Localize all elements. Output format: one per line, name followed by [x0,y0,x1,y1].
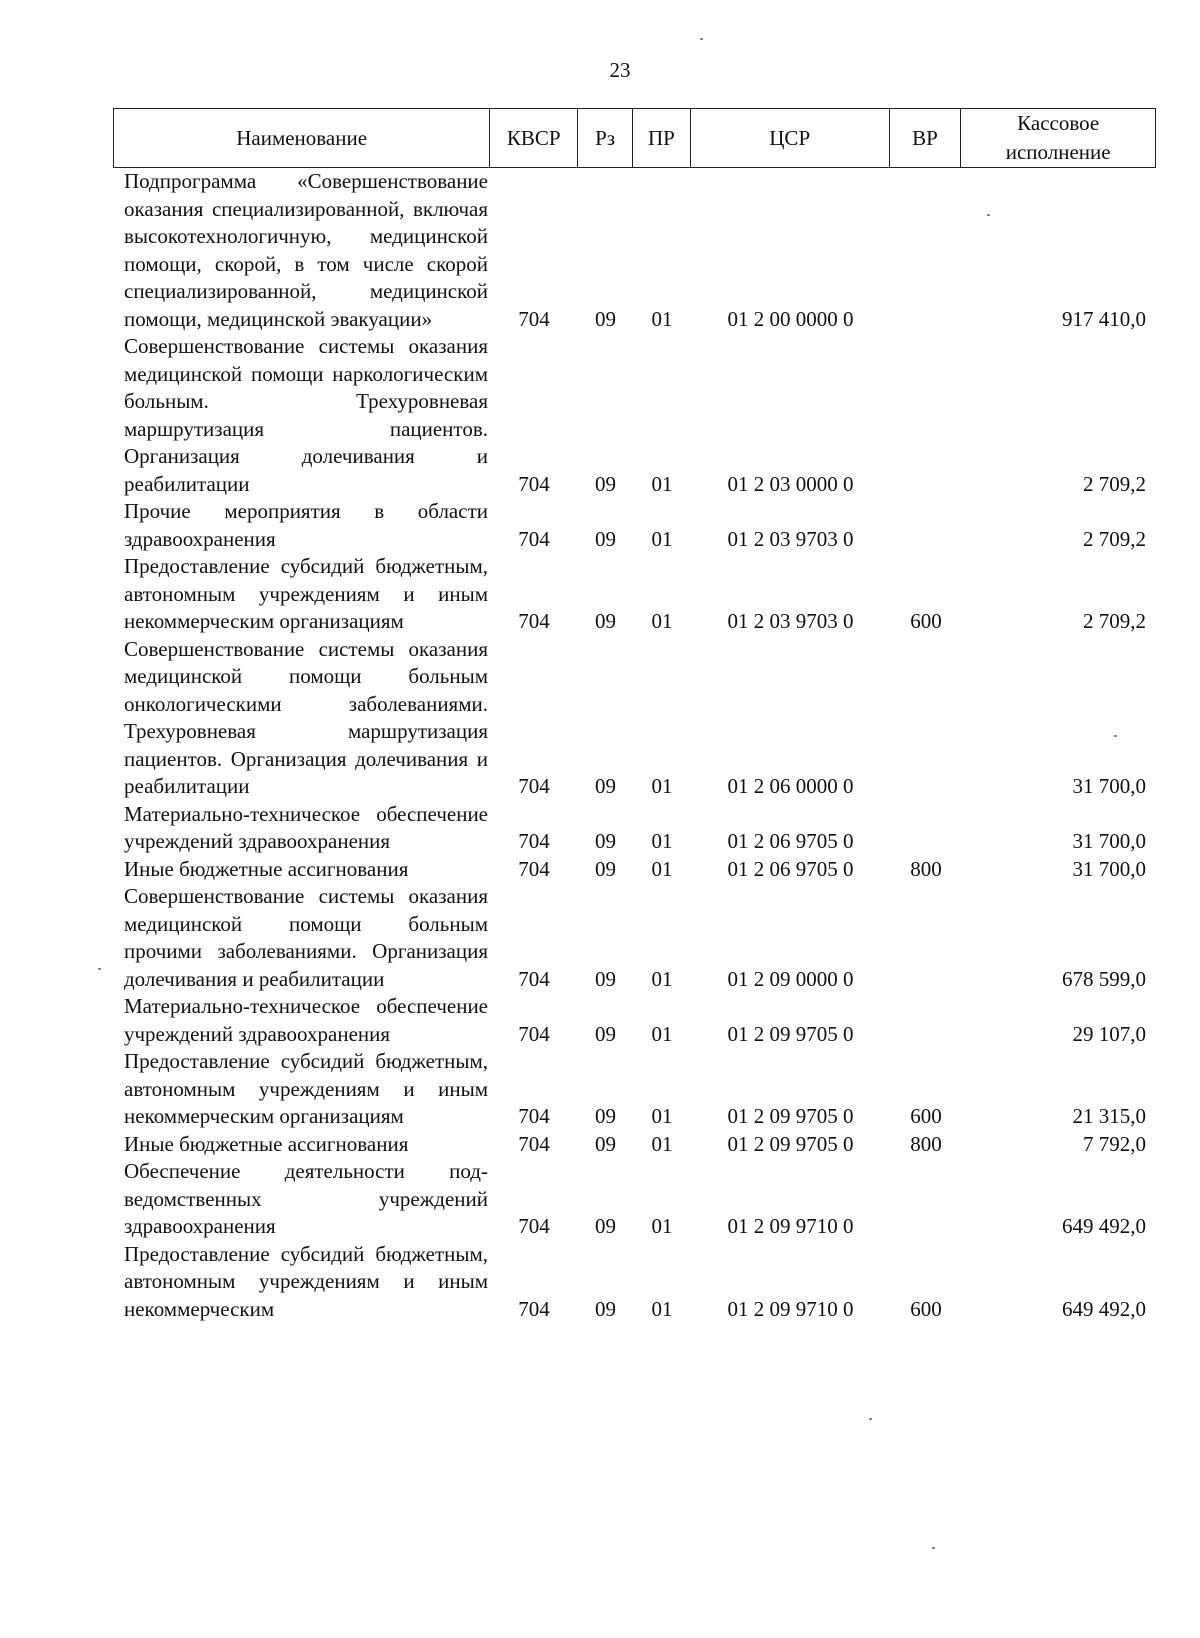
column-header-pr: ПР [633,109,691,167]
row-pr: 01 [651,1131,673,1156]
row-csr: 01 2 09 9705 0 [727,1021,854,1046]
row-rz: 09 [595,306,616,331]
row-csr: 01 2 09 9710 0 [727,1214,854,1238]
row-sum: 31 700,0 [1072,829,1146,853]
row-sum: 917 410,0 [1062,306,1146,331]
table-row [113,1131,1156,1159]
row-pr: 01 [651,966,673,991]
table-row [113,333,1156,498]
row-sum: 7 792,0 [1083,1131,1146,1156]
row-name: Материально-техническое обеспечение учреждений здравоохранения [124,801,488,853]
row-kvsr: 704 [518,471,550,496]
row-rz: 09 [595,609,616,633]
row-kvsr: 704 [518,774,550,798]
row-sum: 21 315,0 [1072,1104,1146,1128]
row-kvsr: 704 [518,306,550,331]
row-name: Иные бюджетные ассигнования [124,856,409,881]
column-header-kassovoe [961,109,1155,167]
table-row [113,1241,1156,1324]
row-vr: 800 [910,856,942,881]
row-rz: 09 [595,829,616,853]
table-row [113,553,1156,636]
row-name: Иные бюджетные ассигнования [124,1131,409,1156]
row-pr: 01 [651,471,673,496]
table-row [113,883,1156,993]
row-rz: 09 [595,1021,616,1046]
row-sum: 2 709,2 [1083,471,1146,496]
row-csr: 01 2 00 0000 0 [727,306,854,331]
row-pr: 01 [651,609,673,633]
row-rz: 09 [595,471,616,496]
table-body [113,168,1156,1323]
table-row [113,856,1156,884]
row-kvsr: 704 [518,1214,550,1238]
row-rz: 09 [595,1296,616,1321]
row-csr: 01 2 06 9705 0 [727,856,854,881]
row-pr: 01 [651,1214,673,1238]
table-header [113,108,1156,168]
row-rz: 09 [595,856,616,881]
table-row [113,498,1156,553]
row-rz: 09 [595,966,616,991]
row-sum: 649 492,0 [1062,1214,1146,1238]
row-csr: 01 2 03 9703 0 [727,609,854,633]
column-header-kvsr: КВСР [490,109,578,167]
column-header-vr: ВР [890,109,962,167]
column-header-rz: Рз [578,109,633,167]
row-csr: 01 2 09 0000 0 [727,966,854,991]
page-number: 23 [609,58,631,82]
row-csr: 01 2 09 9705 0 [727,1131,854,1156]
row-pr: 01 [651,526,673,551]
column-header-csr: ЦСР [691,109,890,167]
table-row [113,1158,1156,1241]
row-sum: 678 599,0 [1062,966,1146,991]
row-vr: 600 [910,609,942,633]
row-name: Совершенствование системы оказания медицинской помощи больным онкологическими заболеваниями. Трехуровневая маршрутизация пациентов. Организация долечивания и реабилитации [124,636,488,798]
scan-speck [1114,735,1117,737]
table-row [113,801,1156,856]
row-name: Прочие мероприятия в области здравоохранения [124,499,488,551]
row-vr: 800 [910,1131,942,1156]
column-header-name: Наименование [114,109,490,167]
row-sum: 2 709,2 [1083,526,1146,551]
row-sum: 2 709,2 [1083,609,1146,633]
column-header-kassovoe-line1: Кассовое [1017,111,1100,135]
row-rz: 09 [595,1214,616,1238]
row-kvsr: 704 [518,1131,550,1156]
row-pr: 01 [651,856,673,881]
table-row [113,168,1156,333]
row-kvsr: 704 [518,1104,550,1128]
column-header-kassovoe-line2: исполнение [1005,140,1111,164]
row-kvsr: 704 [518,1296,550,1321]
row-name: Подпрограмма «Совершенствование оказания специализированной, включая высокотехнологичную, медицинской помощи, скорой, в том числе скорой специализированной, медицинской помощи, медицинской эвакуации» [124,169,488,331]
scan-speck [700,38,703,40]
row-sum: 29 107,0 [1072,1021,1146,1046]
row-name: Обеспечение деятельности подведомственных учреждений здравоохранения [124,1159,488,1238]
row-csr: 01 2 03 0000 0 [727,471,854,496]
row-rz: 09 [595,774,616,798]
row-rz: 09 [595,526,616,551]
row-csr: 01 2 03 9703 0 [727,526,854,551]
row-sum: 31 700,0 [1072,774,1146,798]
row-pr: 01 [651,1104,673,1128]
row-kvsr: 704 [518,966,550,991]
row-csr: 01 2 06 9705 0 [727,829,854,853]
row-name: Предоставление субсидий бюджетным, автономным учреждениям и иным некоммерческим [124,1241,488,1321]
row-csr: 01 2 09 9710 0 [727,1296,854,1321]
row-kvsr: 704 [518,829,550,853]
row-kvsr: 704 [518,856,550,881]
row-csr: 01 2 06 0000 0 [727,774,854,798]
row-name: Материально-техническое обеспечение учреждений здравоохранения [124,994,488,1046]
row-name: Совершенствование системы оказания медицинской помощи наркологическим больным. Трехуровневая маршрутизация пациентов. Организация долечивания и реабилитации [124,334,488,496]
table-row [113,993,1156,1048]
row-kvsr: 704 [518,1021,550,1046]
row-sum: 31 700,0 [1072,856,1146,881]
row-pr: 01 [651,1021,673,1046]
row-pr: 01 [651,829,673,853]
row-rz: 09 [595,1131,616,1156]
row-vr: 600 [910,1296,942,1321]
row-kvsr: 704 [518,609,550,633]
row-kvsr: 704 [518,526,550,551]
scan-speck [98,968,101,970]
row-name: Предоставление субсидий бюджетным, автономным учреждениям и иным некоммерческим организациям [124,554,488,633]
row-rz: 09 [595,1104,616,1128]
row-pr: 01 [651,774,673,798]
row-csr: 01 2 09 9705 0 [727,1104,854,1128]
row-pr: 01 [651,306,673,331]
row-vr: 600 [910,1104,942,1128]
row-sum: 649 492,0 [1062,1296,1146,1321]
row-pr: 01 [651,1296,673,1321]
table-row [113,1048,1156,1131]
table-row [113,636,1156,801]
row-name: Совершенствование системы оказания медицинской помощи больным прочими заболеваниями. Организация долечивания и реабилитации [124,884,488,991]
row-name: Предоставление субсидий бюджетным, автономным учреждениям и иным некоммерческим организациям [124,1049,488,1128]
scan-speck [932,1547,935,1549]
scan-speck [869,1418,872,1420]
scan-speck [987,214,990,216]
